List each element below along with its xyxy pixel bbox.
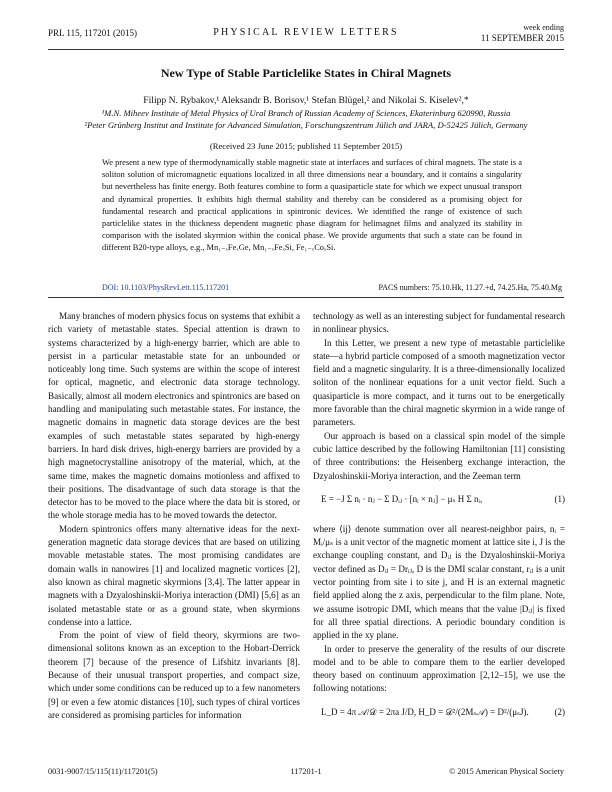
paragraph: where ⟨ij⟩ denote summation over all nearest-neighbor pairs, nᵢ = Mᵢ/μₛ is a unit vector of the magnetic moment at lattice site i, J is the exchange coupling constant, and Dᵢⱼ is the Dzyaloshinskii-Moriya vector defined as Dᵢⱼ = Drᵢⱼ, D is the DMI scalar constant, rᵢⱼ is a unit vector pointing from site i to site j, and H is an external magnetic field applied along the z axis, perpendicular to the film plane. Note, we assume isotropic DMI, which means that the value |Dᵢⱼ| is fixed for all three spatial directions. A periodic boundary condition is applied in the xy plane.	[313, 523, 565, 641]
date: 11 SEPTEMBER 2015	[480, 33, 564, 43]
affiliation-2: ²Peter Grünberg Institut and Institute for Advanced Simulation, Forschungszentrum Jülich and JARA, D-52425 Jülich, Germany	[84, 120, 528, 130]
paragraph: In order to preserve the generality of the results of our discrete model and to be able to compare them to the earlier developed theory based on continuum approximation [2,12–15], we use the following notations:	[313, 643, 565, 694]
pacs-numbers: PACS numbers: 75.10.Hk, 11.27.+d, 74.25.Ha, 75.40.Mg	[378, 283, 562, 292]
journal-name: PHYSICAL REVIEW LETTERS	[213, 27, 399, 38]
paragraph: Many branches of modern physics focus on systems that exhibit a rich variety of metastable states. Special attention is drawn to systems characterized by a high-energy barrier, which are able to persist in a particular metastable state for an unbounded or noticeably long time. Such systems are within the scope of interest for optical, magnetic, and electronic data storage technology. Basically, almost all modern electronics and spintronics are based on handling and manipulating such metastable states. For instance, the magnetic domains in magnetic data storage devices are the best examples of such metastable states separated by high-energy barriers. In hard disk drives, high-energy barriers are provided by a high magnetocrystalline anisotropy of the material, which, at the same time, makes the magnetic domains motionless and affixed to their positions. The disadvantage of such data storage is that the detector has to be moved to the place where the data bit is stored, or the whole storage media has to be moved towards the detector.	[48, 311, 300, 521]
header-rule	[48, 49, 564, 50]
copyright: © 2015 American Physical Society	[449, 767, 564, 776]
abstract: We present a new type of thermodynamically stable magnetic state at interfaces and surfaces of chiral magnets. The state is a soliton solution of micromagnetic equations localized in all three dimensions near a boundary, and it contains a singularity but nevertheless has finite energy. Both features combine to form a quasiparticle state for which we expect unusual transport and dynamical properties. It exhibits high thermal stability and thereby can be considered as a promising object for fundamental research and practical applications in spintronic devices. We identified the range of existence of such particlelike states in the thickness dependent magnetic phase diagram for helimagnet films and analyzed its stability in comparison with the isolated skyrmion within the conical phase. We provide arguments that such a state can be found in different B20-type alloys, e.g., Mn₁₋ₓFeₓGe, Mn₁₋ₓFeₓSi, Fe₁₋ₓCoₓSi.	[102, 158, 522, 253]
paragraph: From the point of view of field theory, skyrmions are two-dimensional solitons known as an exception to the Hobart-Derrick theorem [7] because of the presence of Lifshitz invariants [8]. Because of their unusual transport properties, and compact size, which under some conditions can be reduced up to a few nanometers [9] or even a few atomic distances [10], such types of chiral vortices are considered as promising particles for information	[48, 630, 300, 720]
equation-body: L_D = 4π 𝒜/𝒟 = 2πa J/D, H_D = 𝒟²/(2Mₛ𝒜) = D²/(μₛJ).	[321, 706, 529, 717]
issue-date	[481, 22, 564, 43]
left-column	[48, 310, 300, 722]
right-column	[313, 310, 565, 736]
equation-number: (2)	[554, 706, 565, 717]
paragraph: technology as well as an interesting subject for fundamental research in nonlinear physics.	[313, 311, 565, 335]
equation-number: (1)	[554, 493, 565, 504]
abstract-rule	[48, 297, 564, 298]
journal-ref: PRL 115, 117201 (2015)	[48, 28, 137, 38]
equation-2	[313, 696, 565, 736]
page-number: 117201-1	[290, 767, 322, 776]
doi-link[interactable]: DOI: 10.1103/PhysRevLett.115.117201	[102, 283, 230, 292]
affiliation-1: ¹M.N. Miheev Institute of Metal Physics of Ural Branch of Russian Academy of Sciences, Ekaterinburg 620990, Russia	[101, 108, 511, 118]
paragraph: Modern spintronics offers many alternative ideas for the next-generation magnetic data storage devices that are based on utilizing movable metastable states. The most promising candidates are domain walls in nanowires [1] and localized magnetic vortices [2], also known as chiral magnetic skyrmions [3,4]. The latter appear in magnets with a Dzyaloshinskii-Moriya interaction (DMI) [5,6] as an isolated metastable state or as a ground state, when skyrmions condense into a lattice.	[48, 523, 300, 627]
author-list: Filipp N. Rybakov,¹ Aleksandr B. Borisov,¹ Stefan Blügel,² and Nikolai S. Kiselev²,*	[143, 95, 469, 106]
paragraph: In this Letter, we present a new type of metastable particlelike state—a hybrid particle composed of a smooth magnetization vector field and a magnetic singularity. It is a three-dimensionally localized soliton of the nonlinear equations for a unit vector field. Such a quasiparticle is more compact, and it turns out to be energetically more favorable than the chiral magnetic skyrmion in a wide range of parameters.	[313, 337, 565, 428]
equation-body: E = −J Σ nᵢ · nⱼ − Σ Dᵢⱼ · [nᵢ × nⱼ] − μₛ H Σ nᵢ,	[321, 493, 483, 504]
running-header	[48, 22, 564, 50]
week-label: week ending	[523, 23, 564, 32]
equation-1	[313, 483, 565, 523]
received-dates: (Received 23 June 2015; published 11 September 2015)	[209, 141, 403, 151]
article-code: 0031-9007/15/115(11)/117201(5)	[48, 767, 158, 776]
doi[interactable]	[102, 283, 229, 292]
paragraph: Our approach is based on a classical spin model of the simple cubic lattice described by the following Hamiltonian [11] consisting of three contributions: the Heisenberg exchange interaction, the Dzyaloshinskii-Moriya interaction, and the Zeeman term	[313, 430, 565, 481]
article-title: New Type of Stable Particlelike States in Chiral Magnets	[160, 66, 452, 80]
